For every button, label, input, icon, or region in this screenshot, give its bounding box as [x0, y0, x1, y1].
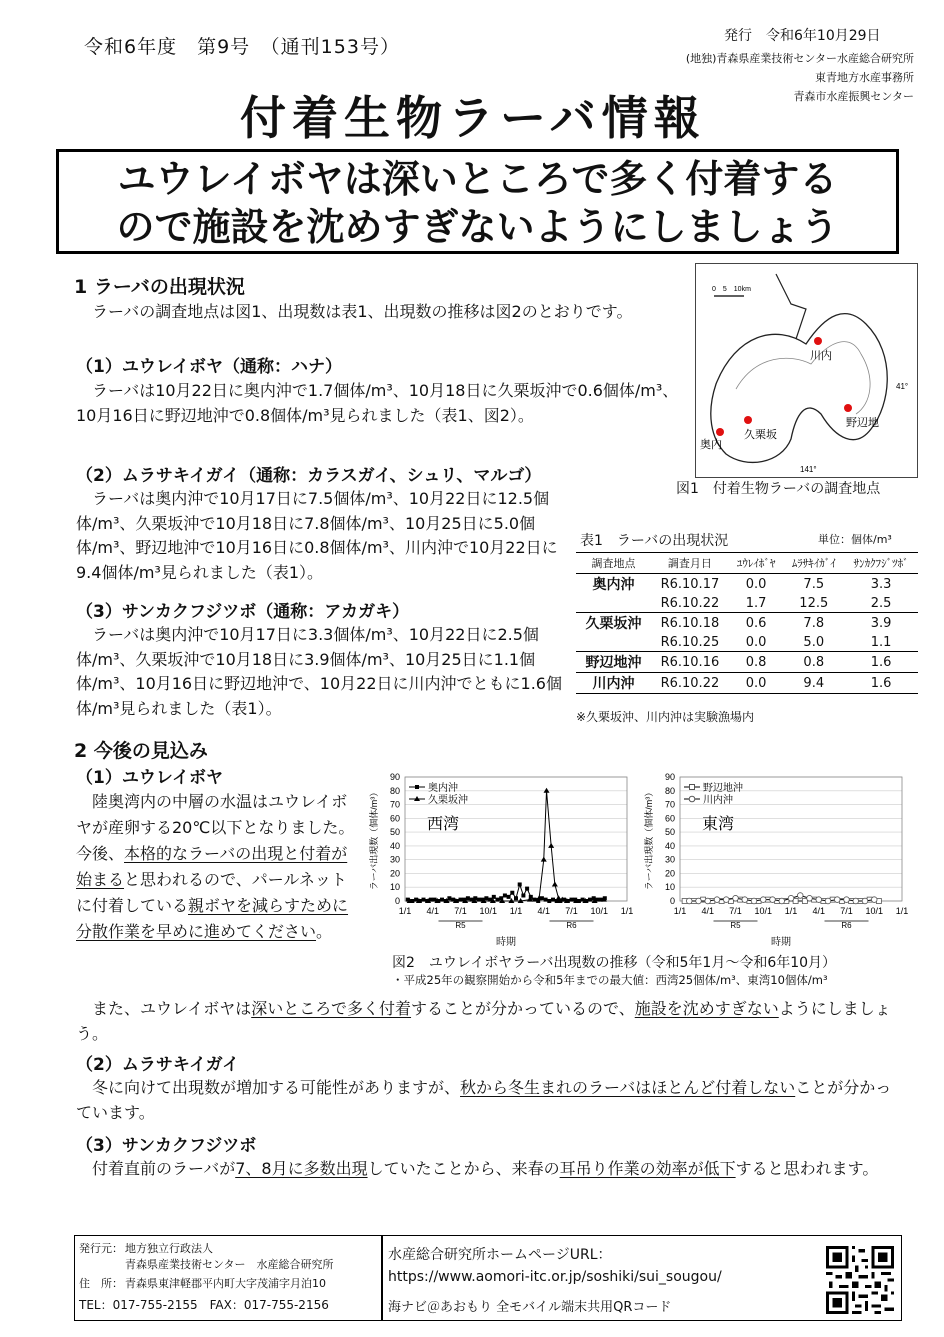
cell-b: 7.8: [803, 615, 825, 631]
figure2-note: ・平成25年の観察開始から令和5年までの最大値：西湾25個体/m³、東湾10個体/m³: [392, 973, 828, 987]
chart-west: [365, 765, 637, 950]
section1-sub3: （3）サンカクフジツボ（通称：アカガキ）: [76, 602, 410, 622]
cell-b: 0.8: [803, 654, 825, 670]
data-point: [714, 897, 720, 903]
year-label: R5: [730, 921, 741, 930]
cell-site: [576, 594, 651, 613]
data-point: [466, 896, 470, 900]
y-tick-label: 50: [389, 827, 400, 838]
y-tick-label: 90: [389, 772, 400, 782]
data-point: [544, 898, 548, 902]
footer-publisher-label: 発行元：: [79, 1242, 123, 1255]
table-row: [576, 613, 918, 634]
data-point: [797, 893, 803, 899]
x-tick-label: 4/1: [537, 906, 551, 916]
cell-c: 1.1: [870, 634, 892, 650]
table-row: [576, 574, 918, 595]
x-tick-label: 1/1: [398, 906, 412, 916]
data-point: [525, 887, 529, 891]
section2-p1: [76, 789, 360, 945]
x-tick-label: 4/1: [426, 906, 440, 916]
footer-url-link[interactable]: https://www.aomori-itc.or.jp/soshiki/sui_sougou/: [388, 1269, 722, 1285]
y-tick-label: 80: [664, 785, 675, 796]
cell-a: 1.7: [745, 595, 767, 611]
section1-heading: 1 ラーバの出現状況: [74, 276, 245, 298]
legend-marker: [690, 785, 695, 790]
section1-sub2: （2）ムラサキイガイ（通称：カラスガイ、シュリ、マルゴ）: [76, 466, 542, 486]
y-tick-label: 80: [389, 785, 400, 796]
footer-divider: [381, 1236, 383, 1320]
data-point: [507, 895, 511, 899]
cell-c: 3.3: [870, 576, 892, 592]
cell-b: 7.5: [803, 576, 825, 592]
map-svg: [696, 264, 917, 477]
map-caption: 図1 付着生物ラーバの調査地点: [676, 481, 881, 497]
cell-c: 3.9: [870, 615, 892, 631]
y-tick-label: 60: [664, 813, 675, 824]
text-segment: 陸奥湾内の中層の水温はユウレイボヤが産卵する20℃以下となりました。今後、: [76, 792, 355, 863]
cell-date: R6.10.25: [660, 634, 720, 650]
cell-site: [576, 633, 651, 652]
cell-a: 0.0: [745, 634, 767, 650]
y-tick-label: 30: [664, 854, 675, 865]
x-tick-label: 7/1: [729, 906, 742, 916]
y-tick-label: 10: [389, 882, 400, 893]
table-row: [576, 652, 918, 673]
data-point: [723, 897, 729, 903]
y-tick-label: 20: [664, 868, 675, 879]
y-tick-label: 60: [389, 813, 400, 824]
footer-address: 青森県東津軽郡平内町大字茂浦字月泊10: [125, 1277, 326, 1290]
site-okunai-dot: [716, 428, 724, 436]
data-point: [807, 895, 813, 901]
table1-col-date: 調査月日: [651, 553, 729, 574]
data-point: [696, 898, 702, 904]
table1-col-a: ﾕｳﾚｲﾎﾞﾔ: [729, 553, 783, 574]
cell-date: R6.10.22: [660, 595, 720, 611]
x-tick-label: 7/1: [565, 906, 578, 916]
section2-sub1: （1）ユウレイボヤ: [76, 768, 223, 788]
table1-note: ※久栗坂沖、川内沖は実験漁場内: [576, 710, 755, 724]
headline-line-1: ユウレイボヤは深いところで多く付着する: [117, 157, 838, 201]
text-segment: と思われるので、パールネットに付着している: [76, 870, 347, 915]
data-point: [853, 898, 859, 904]
data-point: [518, 882, 522, 886]
footer-qr-text: 海ナビ＠あおもり 全モバイル端末共用QRコード: [388, 1300, 672, 1315]
table-row: [576, 673, 918, 694]
text-segment: 付着直前のラーバが: [92, 1159, 236, 1178]
data-point: [548, 843, 554, 848]
legend-marker: [415, 785, 419, 789]
emphasis: 施設を沈めすぎない: [634, 999, 779, 1018]
cell-c: 2.5: [870, 595, 892, 611]
x-tick-label: 1/1: [895, 906, 909, 916]
depth-contour: [736, 342, 870, 414]
issue-number: 令和6年度 第9号 （通刊153号）: [84, 36, 400, 58]
y-tick-label: 10: [664, 882, 675, 893]
lat-label: 41°: [896, 382, 909, 391]
y-tick-label: 40: [389, 840, 400, 851]
x-tick-label: 1/1: [784, 906, 798, 916]
cell-date: R6.10.17: [660, 576, 720, 592]
section1-p3: ラーバは奥内沖で10月17日に3.3個体/m³、10月22日に2.5個体/m³、久栗坂沖で10月18日に3.9個体/m³、10月25日に1.1個体/m³、10月16日に野辺地沖で、10月22日に川内沖でともに1.6個体/m³見られました（表1）。: [76, 625, 562, 718]
data-point: [871, 897, 877, 903]
cell-site: 久栗坂沖: [585, 616, 642, 632]
text-segment: 冬に向けて出現数が増加する可能性がありますが、: [92, 1078, 461, 1097]
legend-label: 野辺地沖: [703, 783, 743, 794]
cell-a: 0.0: [745, 576, 767, 592]
section2-p4: [76, 1157, 906, 1182]
publisher-org-2: 東青地方水産事務所: [815, 71, 914, 84]
x-tick-label: 10/1: [754, 906, 773, 916]
x-tick-label: 4/1: [812, 906, 826, 916]
y-tick-label: 0: [394, 896, 400, 906]
footer-publisher-2: 青森県産業技術センター 水産総合研究所: [125, 1258, 334, 1271]
data-point: [492, 895, 496, 899]
x-axis-label: 時期: [771, 937, 791, 948]
chart-east: [640, 765, 912, 950]
table1-col-site: 調査地点: [576, 553, 651, 574]
y-tick-label: 20: [389, 868, 400, 879]
y-tick-label: 90: [664, 772, 675, 782]
cell-b: 5.0: [803, 634, 825, 650]
data-point: [816, 897, 822, 903]
text-segment: また、ユウレイボヤは: [92, 999, 252, 1018]
table1-col-b: ﾑﾗｻｷｲｶﾞｲ: [783, 553, 844, 574]
emphasis: 深いところで多く付着: [251, 999, 412, 1018]
cell-date: R6.10.18: [660, 615, 720, 631]
data-point: [770, 897, 776, 903]
y-axis-label: ラーバ出現数（個体/m³）: [644, 787, 654, 891]
x-tick-label: 7/1: [454, 906, 467, 916]
site-noheji-dot: [844, 404, 852, 412]
table1-col-c: ｻﾝｶｸﾌｼﾞﾂﾎﾞ: [844, 553, 918, 574]
cell-date: R6.10.16: [660, 654, 720, 670]
y-tick-label: 30: [389, 854, 400, 865]
data-point: [521, 893, 525, 897]
text-segment: することが分かっているので、: [411, 999, 635, 1018]
cell-b: 9.4: [803, 675, 825, 691]
year-label: R6: [566, 921, 577, 930]
emphasis: 7、8月に多数出現: [235, 1159, 368, 1178]
table-row: [576, 594, 918, 613]
section2-sub3: （3）サンカクフジツボ: [76, 1136, 257, 1156]
emphasis: 親ボヤを減らすために分散作業を早めに進めてください: [76, 896, 349, 941]
publish-date: 発行 令和6年10月29日: [724, 28, 881, 44]
legend-label: 川内沖: [703, 795, 733, 806]
data-point: [862, 898, 868, 904]
cell-a: 0.6: [745, 615, 767, 631]
chart-title: 西湾: [427, 816, 460, 833]
headline-banner: [56, 149, 899, 254]
x-tick-label: 10/1: [479, 906, 498, 916]
section2-p3: [76, 1076, 906, 1125]
x-tick-label: 7/1: [840, 906, 853, 916]
page-title: 付着生物ラーバ情報: [240, 91, 706, 145]
section2-sub2: （2）ムラサキイガイ: [76, 1055, 240, 1075]
y-tick-label: 70: [389, 799, 400, 810]
year-label: R5: [455, 921, 466, 930]
x-tick-label: 1/1: [673, 906, 687, 916]
scale-label: 0 5 10km: [712, 286, 751, 293]
data-point: [514, 896, 518, 900]
table1: [576, 552, 918, 694]
site-noheji-label: 野辺地: [846, 417, 879, 429]
survey-map: [695, 263, 918, 478]
y-axis-label: ラーバ出現数（個体/m³）: [369, 787, 379, 891]
site-okunai-label: 奥内: [700, 439, 722, 451]
x-tick-label: 10/1: [590, 906, 609, 916]
data-point: [733, 895, 739, 901]
text-segment: 。: [316, 922, 333, 941]
x-tick-label: 4/1: [701, 906, 715, 916]
data-point: [447, 896, 451, 900]
legend-label: 久栗坂沖: [428, 795, 468, 806]
table1-title: 表1 ラーバの出現状況: [580, 533, 729, 549]
peninsula: [776, 274, 806, 339]
section1-intro: ラーバの調査地点は図1、出現数は表1、出現数の推移は図2のとおりです。: [92, 302, 633, 321]
site-kuguriza-label: 久栗坂: [744, 429, 777, 441]
footer-publisher-1: 地方独立行政法人: [125, 1242, 213, 1255]
x-tick-label: 10/1: [865, 906, 884, 916]
data-point: [751, 898, 757, 904]
emphasis: 本格的なラーバの出現と付着が始まる: [76, 844, 348, 889]
table-row: [576, 633, 918, 652]
text-segment: すると思われます。: [735, 1159, 879, 1178]
site-kawauchi-label: 川内: [810, 350, 832, 362]
text-segment: ことが分かっています。: [76, 1078, 892, 1122]
data-point: [541, 857, 547, 862]
legend-marker: [689, 796, 695, 802]
headline-line-2: ので施設を沈めすぎないようにしましょう: [116, 205, 839, 249]
emphasis: 耳吊り作業の効率が低下: [559, 1159, 736, 1178]
x-tick-label: 1/1: [509, 906, 523, 916]
table1-unit: 単位：個体/m³: [818, 533, 892, 546]
y-tick-label: 0: [669, 896, 675, 906]
publisher-org-1: (地独)青森県産業技術センター水産総合研究所: [685, 52, 914, 65]
section1-p1: ラーバは10月22日に奥内沖で1.7個体/m³、10月18日に久栗坂沖で0.6個体/m³、10月16日に野辺地沖で0.8個体/m³見られました（表1、図2）。: [76, 381, 679, 425]
qr-code-icon[interactable]: [826, 1246, 894, 1314]
cell-b: 12.5: [799, 595, 829, 611]
data-point: [825, 898, 831, 904]
section1-sub1: （1）ユウレイボヤ（通称：ハナ）: [76, 357, 342, 377]
table1-header-row: [576, 553, 918, 574]
y-tick-label: 40: [664, 840, 675, 851]
data-point: [552, 881, 558, 886]
data-point: [779, 898, 785, 904]
site-kawauchi-dot: [814, 337, 822, 345]
data-point: [686, 898, 692, 904]
cell-a: 0.0: [745, 675, 767, 691]
x-tick-label: 1/1: [620, 906, 634, 916]
section2-heading: 2 今後の見込み: [74, 740, 208, 762]
figure2-caption: 図2 ユウレイボヤラーバ出現数の推移（令和5年1月～令和6年10月）: [392, 955, 837, 971]
data-point: [760, 897, 766, 903]
data-point: [544, 788, 550, 793]
section2-p2: [76, 997, 906, 1046]
x-axis-label: 時期: [496, 937, 516, 948]
data-point: [503, 893, 507, 897]
footer-hp-label: 水産総合研究所ホームページURL：: [388, 1247, 612, 1263]
data-point: [705, 898, 711, 904]
cell-c: 1.6: [870, 675, 892, 691]
footer-box: [74, 1235, 902, 1321]
data-point: [834, 897, 840, 903]
data-point: [844, 897, 850, 903]
data-point: [788, 895, 794, 901]
footer-address-label: 住 所：: [79, 1277, 123, 1290]
section1-p2: ラーバは奥内沖で10月17日に7.5個体/m³、10月22日に12.5個体/m³、久栗坂沖で10月18日に7.8個体/m³、10月25日に5.0個体/m³、野辺地沖で10月16日に0.8個体/m³、川内沖で10月22日に9.4個体/m³見られました（表1）。: [76, 489, 558, 582]
cell-c: 1.6: [870, 654, 892, 670]
cell-site: 野辺地沖: [585, 655, 642, 671]
data-point: [547, 899, 551, 903]
data-point: [484, 896, 488, 900]
y-tick-label: 50: [664, 827, 675, 838]
text-segment: ようにしましょう。: [76, 999, 891, 1043]
y-tick-label: 70: [664, 799, 675, 810]
cell-site: 奥内沖: [592, 577, 635, 593]
publisher-org-3: 青森市水産振興センター: [793, 90, 914, 103]
cell-date: R6.10.22: [660, 675, 720, 691]
footer-phone: TEL：017-755-2155 FAX：017-755-2156: [79, 1298, 329, 1312]
chart-title: 東湾: [702, 816, 735, 833]
data-point: [510, 891, 514, 895]
emphasis: 秋から冬生まれのラーバはほとんど付着しない: [460, 1078, 796, 1097]
year-label: R6: [841, 921, 852, 930]
cell-a: 0.8: [745, 654, 767, 670]
cell-site: 川内沖: [592, 676, 635, 692]
legend-label: 奥内沖: [428, 783, 458, 794]
lon-label: 141°: [800, 465, 817, 474]
text-segment: していたことから、来春の: [367, 1159, 560, 1178]
data-point: [551, 898, 555, 902]
site-kuguriza-dot: [744, 416, 752, 424]
data-point: [742, 897, 748, 903]
coastline: [711, 314, 887, 463]
